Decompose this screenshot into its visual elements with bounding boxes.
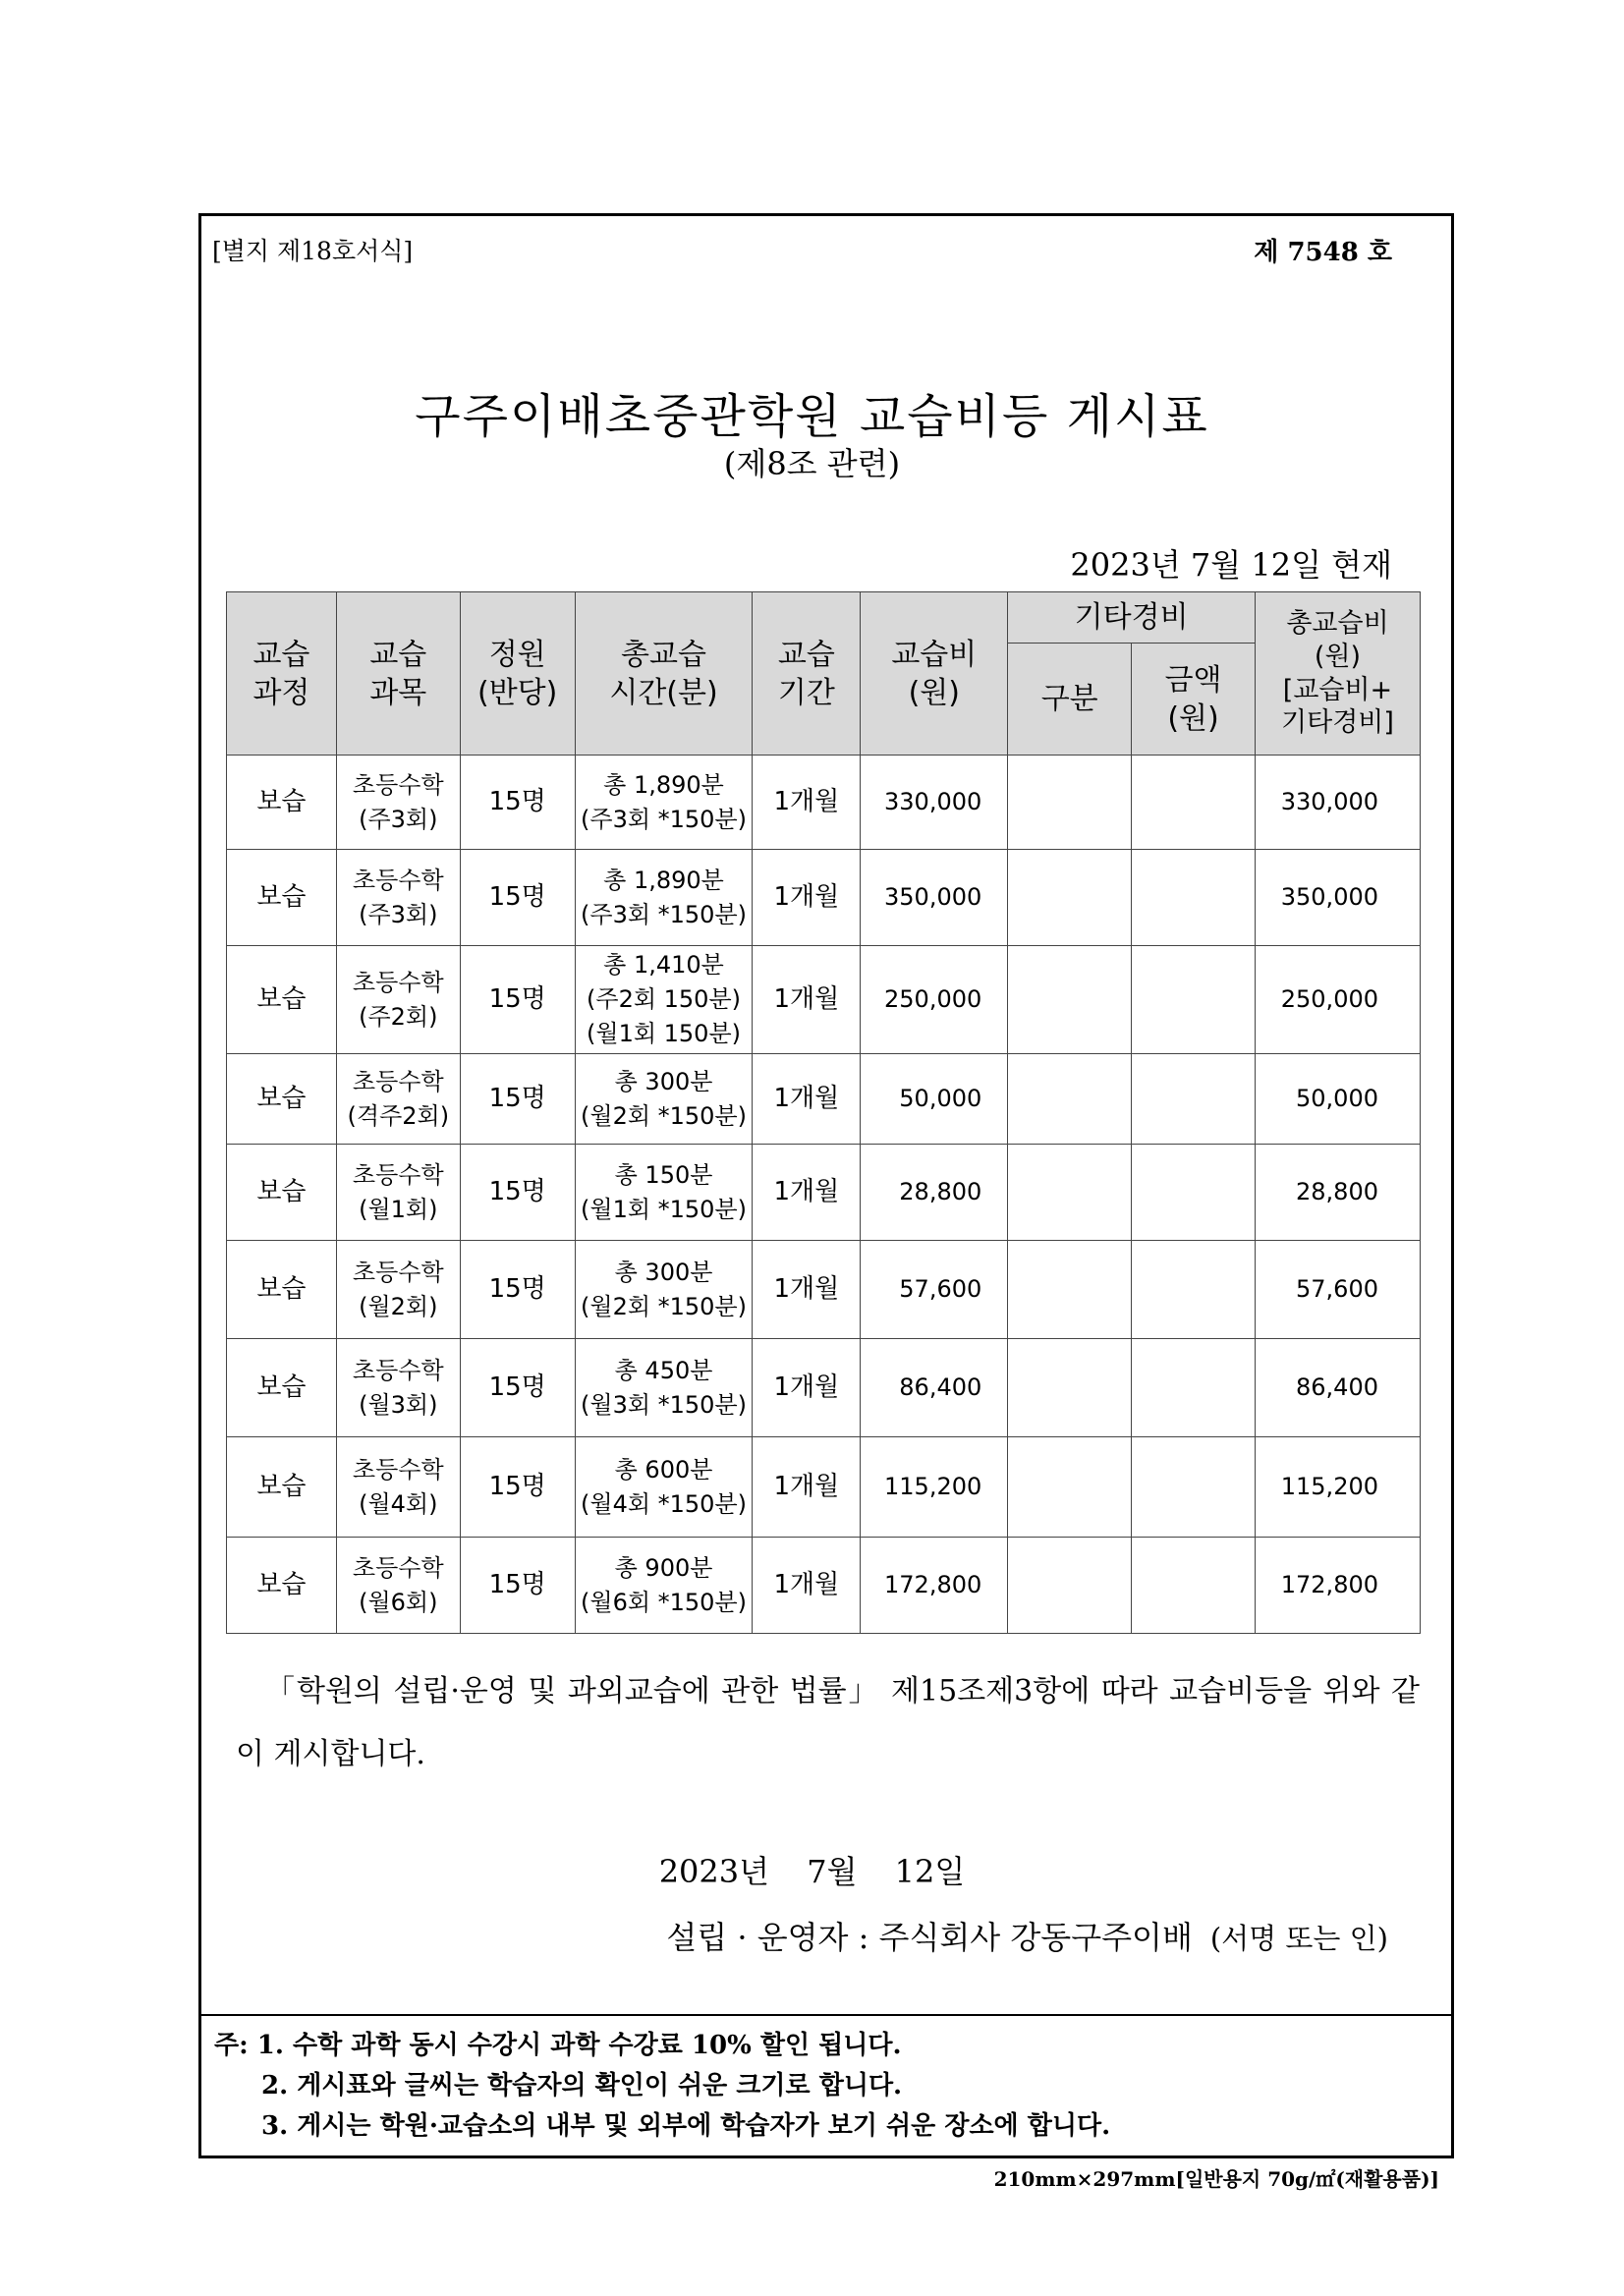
cell-period: 1개월 (753, 1437, 861, 1538)
cell-period: 1개월 (753, 1054, 861, 1145)
header-total-fee: 총교습비 (원) [교습비+ 기타경비] (1255, 592, 1420, 756)
cell-capacity: 15명 (460, 756, 575, 850)
note-1: 주: 1. 수학 과학 동시 수강시 과학 수강료 10% 할인 됩니다. (214, 2031, 902, 2060)
cell-total: 172,800 (1255, 1538, 1420, 1634)
cell-time: 총 1,890분 (주3회 *150분) (575, 850, 753, 946)
cell-fee: 57,600 (861, 1241, 1008, 1339)
cell-course: 보습 (227, 1054, 337, 1145)
cell-time: 총 600분 (월4회 *150분) (575, 1437, 753, 1538)
cell-period: 1개월 (753, 1145, 861, 1241)
table-row (227, 756, 1421, 850)
cell-total: 28,800 (1255, 1145, 1420, 1241)
cell-total: 57,600 (1255, 1241, 1420, 1339)
cell-capacity: 15명 (460, 1145, 575, 1241)
cell-period: 1개월 (753, 946, 861, 1054)
form-label: [별지 제18호서식] (212, 237, 414, 265)
cell-time: 총 300분 (월2회 *150분) (575, 1054, 753, 1145)
cell-capacity: 15명 (460, 1241, 575, 1339)
cell-total: 50,000 (1255, 1054, 1420, 1145)
header-subject: 교습 과목 (336, 592, 460, 756)
cell-course: 보습 (227, 1339, 337, 1437)
note-3: 3. 게시는 학원·교습소의 내부 및 외부에 학습자가 보기 쉬운 장소에 합니다. (261, 2111, 1111, 2141)
header-other-type: 구분 (1008, 644, 1132, 756)
cell-other-type (1008, 1241, 1132, 1339)
cell-capacity: 15명 (460, 1538, 575, 1634)
header-period: 교습 기간 (753, 592, 861, 756)
cell-other-type (1008, 946, 1132, 1054)
cell-subject: 초등수학 (월4회) (336, 1437, 460, 1538)
cell-capacity: 15명 (460, 946, 575, 1054)
as-of-date: 2023년 7월 12일 현재 (1070, 546, 1392, 584)
header-other-amount: 금액 (원) (1132, 644, 1256, 756)
cell-course: 보습 (227, 946, 337, 1054)
cell-period: 1개월 (753, 756, 861, 850)
notes-divider (198, 2014, 1454, 2016)
cell-subject: 초등수학 (월2회) (336, 1241, 460, 1339)
cell-period: 1개월 (753, 1538, 861, 1634)
page-subtitle: (제8조 관련) (723, 445, 901, 482)
table-row (227, 1054, 1421, 1145)
cell-total: 350,000 (1255, 850, 1420, 946)
cell-other-type (1008, 850, 1132, 946)
cell-subject: 초등수학 (격주2회) (336, 1054, 460, 1145)
header-other-expenses: 기타경비 (1008, 592, 1256, 644)
cell-total: 330,000 (1255, 756, 1420, 850)
table-row (227, 1437, 1421, 1538)
cell-other-amount (1132, 946, 1256, 1054)
cell-other-amount (1132, 1437, 1256, 1538)
cell-other-amount (1132, 1054, 1256, 1145)
cell-other-amount (1132, 1538, 1256, 1634)
header-fee: 교습비 (원) (861, 592, 1008, 756)
cell-fee: 115,200 (861, 1437, 1008, 1538)
cell-other-type (1008, 1437, 1132, 1538)
cell-period: 1개월 (753, 1241, 861, 1339)
cell-course: 보습 (227, 756, 337, 850)
cell-subject: 초등수학 (월1회) (336, 1145, 460, 1241)
cell-fee: 50,000 (861, 1054, 1008, 1145)
cell-subject: 초등수학 (월6회) (336, 1538, 460, 1634)
header-total-time: 총교습 시간(분) (575, 592, 753, 756)
notes-section (214, 2026, 1110, 2147)
cell-subject: 초등수학 (주3회) (336, 756, 460, 850)
cell-course: 보습 (227, 1437, 337, 1538)
cell-subject: 초등수학 (주3회) (336, 850, 460, 946)
table-row (227, 1538, 1421, 1634)
cell-fee: 172,800 (861, 1538, 1008, 1634)
cell-period: 1개월 (753, 850, 861, 946)
header-course: 교습 과정 (227, 592, 337, 756)
signature-note: (서명 또는 인) (1209, 1922, 1388, 1955)
cell-time: 총 1,890분 (주3회 *150분) (575, 756, 753, 850)
cell-time: 총 900분 (월6회 *150분) (575, 1538, 753, 1634)
cell-total: 115,200 (1255, 1437, 1420, 1538)
operator-label: 설립 · 운영자 : 주식회사 강동구주이배 (666, 1919, 1193, 1956)
cell-other-amount (1132, 850, 1256, 946)
paper-spec: 210mm×297mm[일반용지 70g/㎡(재활용품)] (993, 2167, 1439, 2191)
cell-other-type (1008, 1538, 1132, 1634)
operator-signature-line (666, 1913, 1388, 1958)
cell-course: 보습 (227, 1538, 337, 1634)
table-row (227, 946, 1421, 1054)
cell-other-amount (1132, 1241, 1256, 1339)
cell-fee: 350,000 (861, 850, 1008, 946)
cell-time: 총 450분 (월3회 *150분) (575, 1339, 753, 1437)
cell-subject: 초등수학 (월3회) (336, 1339, 460, 1437)
cell-course: 보습 (227, 1241, 337, 1339)
table-row (227, 1241, 1421, 1339)
page-title: 구주이배초중관학원 교습비등 게시표 (415, 389, 1209, 444)
document-number: 제 7548 호 (1254, 238, 1392, 267)
table-row (227, 1145, 1421, 1241)
cell-other-amount (1132, 1339, 1256, 1437)
table-row (227, 850, 1421, 946)
cell-other-type (1008, 1054, 1132, 1145)
note-2: 2. 게시표와 글씨는 학습자의 확인이 쉬운 크기로 합니다. (261, 2071, 903, 2100)
cell-period: 1개월 (753, 1339, 861, 1437)
cell-other-amount (1132, 756, 1256, 850)
cell-other-amount (1132, 1145, 1256, 1241)
cell-fee: 86,400 (861, 1339, 1008, 1437)
cell-fee: 250,000 (861, 946, 1008, 1054)
cell-subject: 초등수학 (주2회) (336, 946, 460, 1054)
cell-course: 보습 (227, 1145, 337, 1241)
cell-capacity: 15명 (460, 1054, 575, 1145)
cell-fee: 28,800 (861, 1145, 1008, 1241)
cell-capacity: 15명 (460, 1437, 575, 1538)
fee-table (226, 591, 1421, 1634)
cell-course: 보습 (227, 850, 337, 946)
cell-total: 250,000 (1255, 946, 1420, 1054)
cell-fee: 330,000 (861, 756, 1008, 850)
signing-date: 2023년 7월 12일 (658, 1853, 966, 1890)
cell-time: 총 300분 (월2회 *150분) (575, 1241, 753, 1339)
cell-other-type (1008, 756, 1132, 850)
cell-capacity: 15명 (460, 850, 575, 946)
table-row (227, 1339, 1421, 1437)
legal-statement: 「학원의 설립·운영 및 과외교습에 관한 법률」 제15조제3항에 따라 교습비등을 위와 같이 게시합니다. (236, 1674, 1420, 1771)
header-capacity: 정원 (반당) (460, 592, 575, 756)
cell-other-type (1008, 1145, 1132, 1241)
cell-total: 86,400 (1255, 1339, 1420, 1437)
cell-capacity: 15명 (460, 1339, 575, 1437)
cell-other-type (1008, 1339, 1132, 1437)
cell-time: 총 1,410분 (주2회 150분) (월1회 150분) (575, 946, 753, 1054)
cell-time: 총 150분 (월1회 *150분) (575, 1145, 753, 1241)
